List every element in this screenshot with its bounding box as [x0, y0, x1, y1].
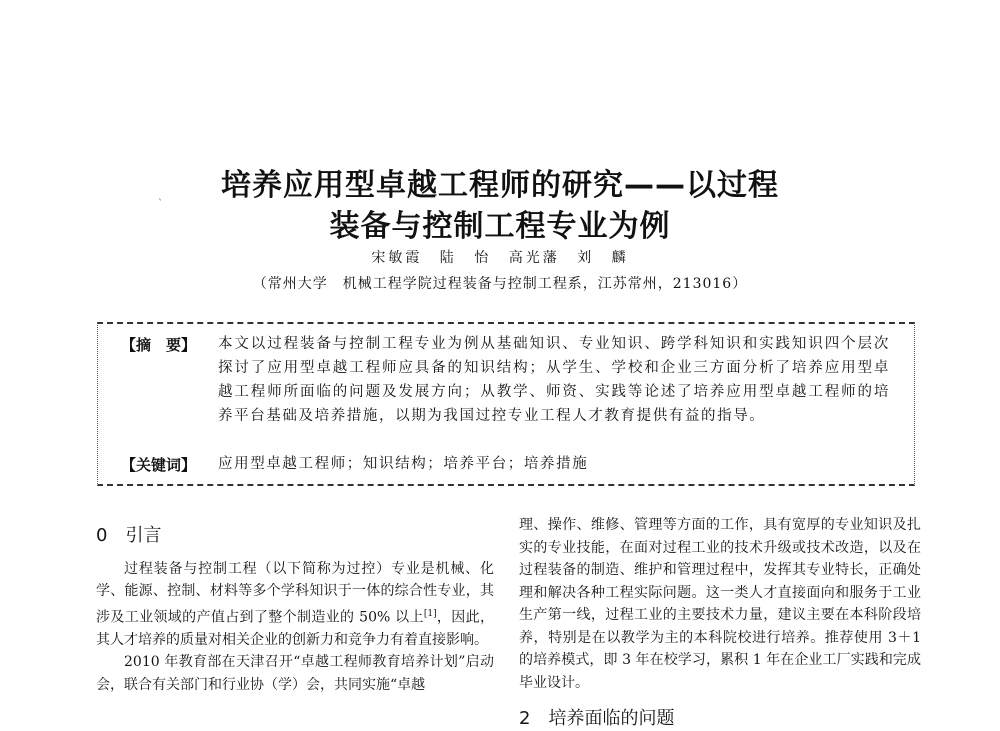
keywords-label: 【关键词】	[121, 456, 197, 474]
abstract-text: 本文以过程装备与控制工程专业为例从基础知识、专业知识、跨学科知识和实践知识四个层次探讨了应用型卓越工程师应具备的知识结构；从学生、学校和企业三方面分析了培养应用型卓越工程师所面临的问题及发展方向；从教学、师资、实践等论述了培养应用型卓越工程师的培养平台基础及培养措施，以期为我国过控专业工程人才教育提供有益的指导。	[218, 336, 890, 424]
reference-marker: [1]	[423, 608, 437, 619]
section-title-2: 培养面临的问题	[548, 708, 675, 729]
paper-title-line-1: 培养应用型卓越工程师的研究——以过程	[221, 168, 779, 203]
right-column	[519, 514, 921, 731]
abstract-box	[97, 322, 915, 486]
author-list: 宋敏霞 陆 怡 高光藩 刘 麟	[371, 250, 629, 266]
abstract-label: 【摘 要】	[121, 336, 197, 354]
right-paragraph: 理、操作、维修、管理等方面的工作，具有宽厚的专业知识及扎实的专业技能，在面对过程工业的技术升级或技术改造，以及在过程装备的制造、维护和管理过程中，发挥其专业特长，正确处理和解决各种工程实际问题。这一类人才直接面向和服务于工业生产第一线，过程工业的主要技术力量，建议主要在本科阶段培养，特别是在以教学为主的本科院校进行培养。推荐使用 3＋1 的培养模式，即 3 年在校学习，累积 1 年在企业工厂实践和完成毕业设计。	[519, 517, 921, 691]
section-heading-intro	[96, 525, 494, 548]
section-title: 引言	[125, 525, 162, 546]
keywords-text: 应用型卓越工程师；知识结构；培养平台；培养措施	[218, 456, 589, 472]
section-heading-2	[519, 708, 921, 731]
left-column	[96, 525, 494, 696]
intro-paragraph-1	[96, 558, 494, 652]
intro-paragraph-1-text-a: 过程装备与控制工程（以下简称为过控）专业是机械、化学、能源、控制、材料等多个学科知识于一体的综合性专业，其涉及工业领域的产值占到了整个制造业的 50% 以上	[96, 560, 494, 626]
section-number-2: 2	[519, 708, 531, 729]
affiliation: （常州大学 机械工程学院过程装备与控制工程系，江苏常州，213016）	[252, 276, 748, 292]
intro-paragraph-2: 2010 年教育部在天津召开“卓越工程师教育培养计划”启动会，联合有关部门和行业协（学）会，共同实施“卓越	[96, 654, 494, 693]
intro-paragraph-1-text-b: ，因此，其人才培养的质量对相关企业的创新力和竞争力有着直接影响。	[96, 609, 494, 648]
stray-mark: ˋ	[158, 199, 163, 210]
paper-title-line-2: 装备与控制工程专业为例	[329, 209, 671, 244]
section-number: 0	[96, 525, 108, 546]
